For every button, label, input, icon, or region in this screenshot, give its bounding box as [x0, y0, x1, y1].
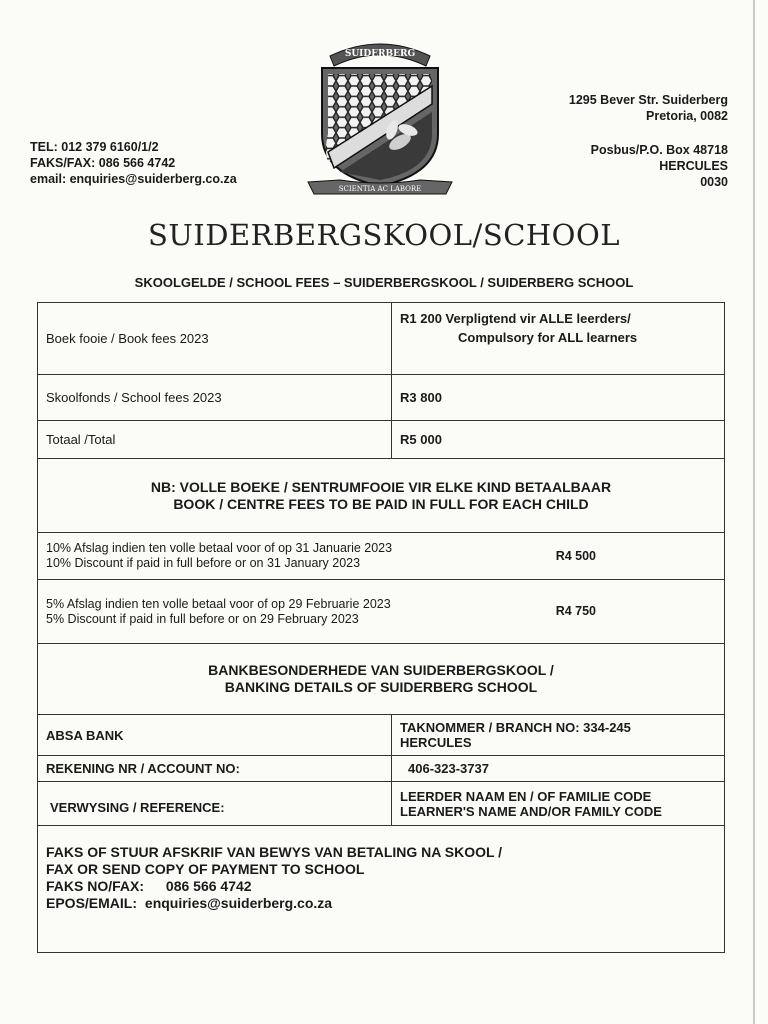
page-title: SUIDERBERGSKOOL/SCHOOL [148, 218, 620, 252]
discount-5-en: 5% Discount if paid in full before or on 29 February 2023 [46, 611, 359, 626]
school-crest-logo [300, 34, 460, 196]
city: Pretoria, 0082 [646, 109, 728, 123]
table-row [38, 756, 725, 782]
branch-line1: TAKNOMMER / BRANCH NO: 334-245 [400, 720, 631, 735]
book-fee-value [392, 303, 725, 375]
reference-line2: LEARNER'S NAME AND/OR FAMILY CODE [400, 803, 662, 819]
email-label: EPOS/EMAIL: [46, 895, 138, 911]
discount-5-af: 5% Afslag indien ten volle betaal voor of op 29 Februarie 2023 [46, 596, 391, 611]
postal-code: 0030 [700, 175, 728, 189]
discount-5-amount: R4 750 [555, 604, 596, 618]
book-fee-value-line2: Compulsory for ALL learners [458, 330, 638, 345]
bank-name: ABSA BANK [38, 715, 392, 756]
school-fee-value: R3 800 [392, 375, 725, 421]
discount-5-cell [38, 580, 725, 644]
postal-town: HERCULES [659, 159, 728, 173]
fax-no-value: 086 566 4742 [165, 878, 252, 894]
table-row [38, 782, 725, 826]
table-row [38, 715, 725, 756]
table-row [38, 644, 725, 715]
contact-block [30, 139, 237, 187]
account-value: 406-323-3737 [392, 756, 725, 782]
reference-label: VERWYSING / REFERENCE: [38, 782, 392, 826]
discount-10-cell [38, 533, 725, 580]
total-value: R5 000 [392, 421, 725, 459]
table-row [38, 459, 725, 533]
branch-line2: HERCULES [400, 735, 472, 750]
table-row [38, 533, 725, 580]
note-line2: BOOK / CENTRE FEES TO BE PAID IN FULL FOR EACH CHILD [173, 495, 589, 512]
banking-heading-line2: BANKING DETAILS OF SUIDERBERG SCHOOL [224, 679, 538, 695]
page-subtitle: SKOOLGELDE / SCHOOL FEES – SUIDERBERGSKOOL / SUIDERBERG SCHOOL [134, 275, 634, 290]
fax-instructions-cell [38, 826, 725, 953]
street: 1295 Bever Str. Suiderberg [568, 93, 728, 107]
fax-number: FAKS/FAX: 086 566 4742 [30, 156, 176, 170]
telephone: TEL: 012 379 6160/1/2 [30, 140, 159, 154]
branch-cell [392, 715, 725, 756]
svg-text:SCIENTIA AC LABORE: SCIENTIA AC LABORE [338, 185, 422, 193]
fax-line1: FAKS OF STUUR AFSKRIF VAN BEWYS VAN BETALING NA SKOOL / [46, 844, 503, 860]
note-line1: NB: VOLLE BOEKE / SENTRUMFOOIE VIR ELKE KIND BETAALBAAR [150, 478, 612, 495]
table-row [38, 421, 725, 459]
fax-number-line [46, 878, 716, 895]
reference-line1: LEERDER NAAM EN / OF FAMILIE CODE [400, 788, 652, 804]
fax-line2: FAX OR SEND COPY OF PAYMENT TO SCHOOL [46, 861, 365, 877]
book-fee-value-line1: R1 200 Verpligtend vir ALLE leerders/ [400, 311, 631, 326]
account-label: REKENING NR / ACCOUNT NO: [38, 756, 392, 782]
reference-cell [392, 782, 725, 826]
discount-10-en: 10% Discount if paid in full before or on 31 January 2023 [46, 556, 361, 570]
email-value: enquiries@suiderberg.co.za [144, 895, 333, 911]
total-label: Totaal /Total [38, 421, 392, 459]
street-address [569, 92, 728, 124]
table-row [38, 580, 725, 644]
fax-no-label: FAKS NO/FAX: [46, 878, 145, 894]
page-edge-line [753, 0, 755, 1024]
discount-10-af: 10% Afslag indien ten volle betaal voor of op 31 Januarie 2023 [46, 541, 393, 555]
book-fee-label: Boek fooie / Book fees 2023 [38, 303, 392, 375]
postal-address [591, 142, 728, 190]
note-cell [38, 459, 725, 533]
fees-table [37, 302, 725, 953]
school-fee-label: Skoolfonds / School fees 2023 [38, 375, 392, 421]
email-line [46, 895, 716, 912]
email: email: enquiries@suiderberg.co.za [30, 172, 237, 186]
table-row [38, 303, 725, 375]
discount-10-amount: R4 500 [555, 548, 596, 563]
table-row [38, 826, 725, 953]
table-row [38, 375, 725, 421]
banking-heading-line1: BANKBESONDERHEDE VAN SUIDERBERGSKOOL / [208, 662, 554, 678]
banking-heading-cell [38, 644, 725, 715]
svg-text:SUIDERBERG: SUIDERBERG [344, 49, 416, 59]
postal-box: Posbus/P.O. Box 48718 [590, 143, 728, 157]
